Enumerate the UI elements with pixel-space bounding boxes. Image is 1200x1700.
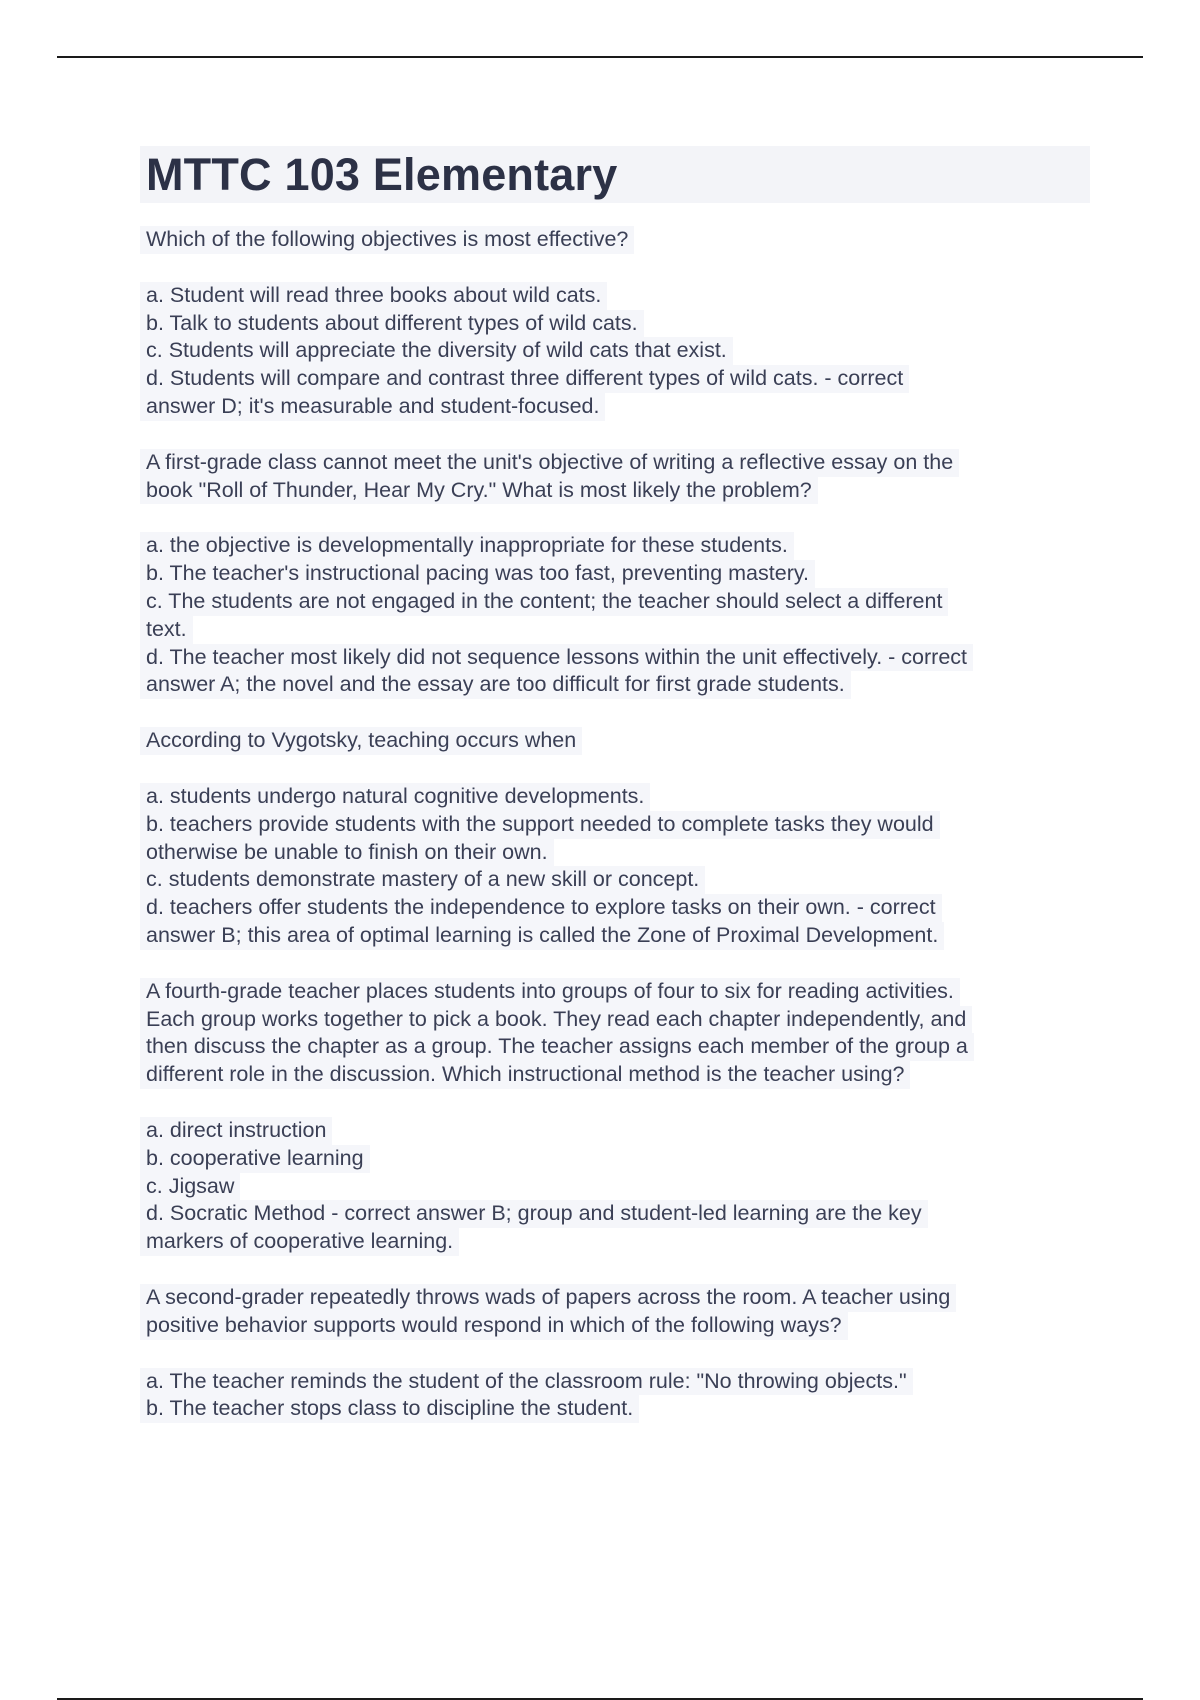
answer-line: b. The teacher's instructional pacing was too fast, preventing mastery. — [140, 560, 815, 588]
page-title: MTTC 103 Elementary — [140, 146, 1090, 203]
document-body — [140, 226, 1090, 1451]
top-rule — [57, 56, 1143, 58]
answer-options — [140, 1368, 1090, 1424]
answer-line: a. Student will read three books about wild cats. — [140, 282, 607, 310]
answer-line: d. Students will compare and contrast three different types of wild cats. - correct — [140, 365, 909, 393]
question-prompt — [140, 449, 1090, 505]
prompt-line: different role in the discussion. Which instructional method is the teacher using? — [140, 1061, 910, 1089]
answer-line: b. The teacher stops class to discipline the student. — [140, 1395, 639, 1423]
answer-line: a. The teacher reminds the student of the classroom rule: "No throwing objects." — [140, 1368, 913, 1396]
answer-line: d. The teacher most likely did not sequence lessons within the unit effectively. - correct — [140, 644, 973, 672]
answer-line: d. teachers offer students the independence to explore tasks on their own. - correct — [140, 894, 942, 922]
answer-line: c. Students will appreciate the diversity of wild cats that exist. — [140, 337, 733, 365]
prompt-line: Each group works together to pick a book. They read each chapter independently, and — [140, 1006, 972, 1034]
answer-options — [140, 783, 1090, 950]
answer-options — [140, 1117, 1090, 1256]
answer-options — [140, 532, 1090, 699]
answer-line: b. teachers provide students with the support needed to complete tasks they would — [140, 811, 940, 839]
prompt-line: A first-grade class cannot meet the unit's objective of writing a reflective essay on the — [140, 449, 959, 477]
answer-line: answer B; this area of optimal learning is called the Zone of Proximal Development. — [140, 922, 944, 950]
answer-line: c. The students are not engaged in the content; the teacher should select a different — [140, 588, 948, 616]
answer-options — [140, 282, 1090, 421]
answer-line: text. — [140, 616, 193, 644]
answer-line: a. students undergo natural cognitive developments. — [140, 783, 650, 811]
prompt-line: A fourth-grade teacher places students into groups of four to six for reading activities. — [140, 978, 960, 1006]
prompt-line: then discuss the chapter as a group. The teacher assigns each member of the group a — [140, 1033, 974, 1061]
answer-line: answer D; it's measurable and student-focused. — [140, 393, 605, 421]
question-prompt — [140, 1284, 1090, 1340]
prompt-line: book "Roll of Thunder, Hear My Cry." What is most likely the problem? — [140, 477, 818, 505]
prompt-line: According to Vygotsky, teaching occurs when — [140, 727, 582, 755]
question-prompt — [140, 727, 1090, 755]
answer-line: otherwise be unable to finish on their own. — [140, 839, 554, 867]
answer-line: markers of cooperative learning. — [140, 1228, 459, 1256]
answer-line: c. Jigsaw — [140, 1173, 240, 1201]
question-prompt — [140, 226, 1090, 254]
answer-line: c. students demonstrate mastery of a new skill or concept. — [140, 866, 705, 894]
answer-line: d. Socratic Method - correct answer B; group and student-led learning are the key — [140, 1200, 928, 1228]
prompt-line: Which of the following objectives is most effective? — [140, 226, 634, 254]
prompt-line: A second-grader repeatedly throws wads of papers across the room. A teacher using — [140, 1284, 956, 1312]
answer-line: b. Talk to students about different types of wild cats. — [140, 310, 644, 338]
question-prompt — [140, 978, 1090, 1089]
answer-line: answer A; the novel and the essay are too difficult for first grade students. — [140, 671, 851, 699]
answer-line: b. cooperative learning — [140, 1145, 370, 1173]
prompt-line: positive behavior supports would respond in which of the following ways? — [140, 1312, 848, 1340]
answer-line: a. the objective is developmentally inappropriate for these students. — [140, 532, 794, 560]
answer-line: a. direct instruction — [140, 1117, 332, 1145]
